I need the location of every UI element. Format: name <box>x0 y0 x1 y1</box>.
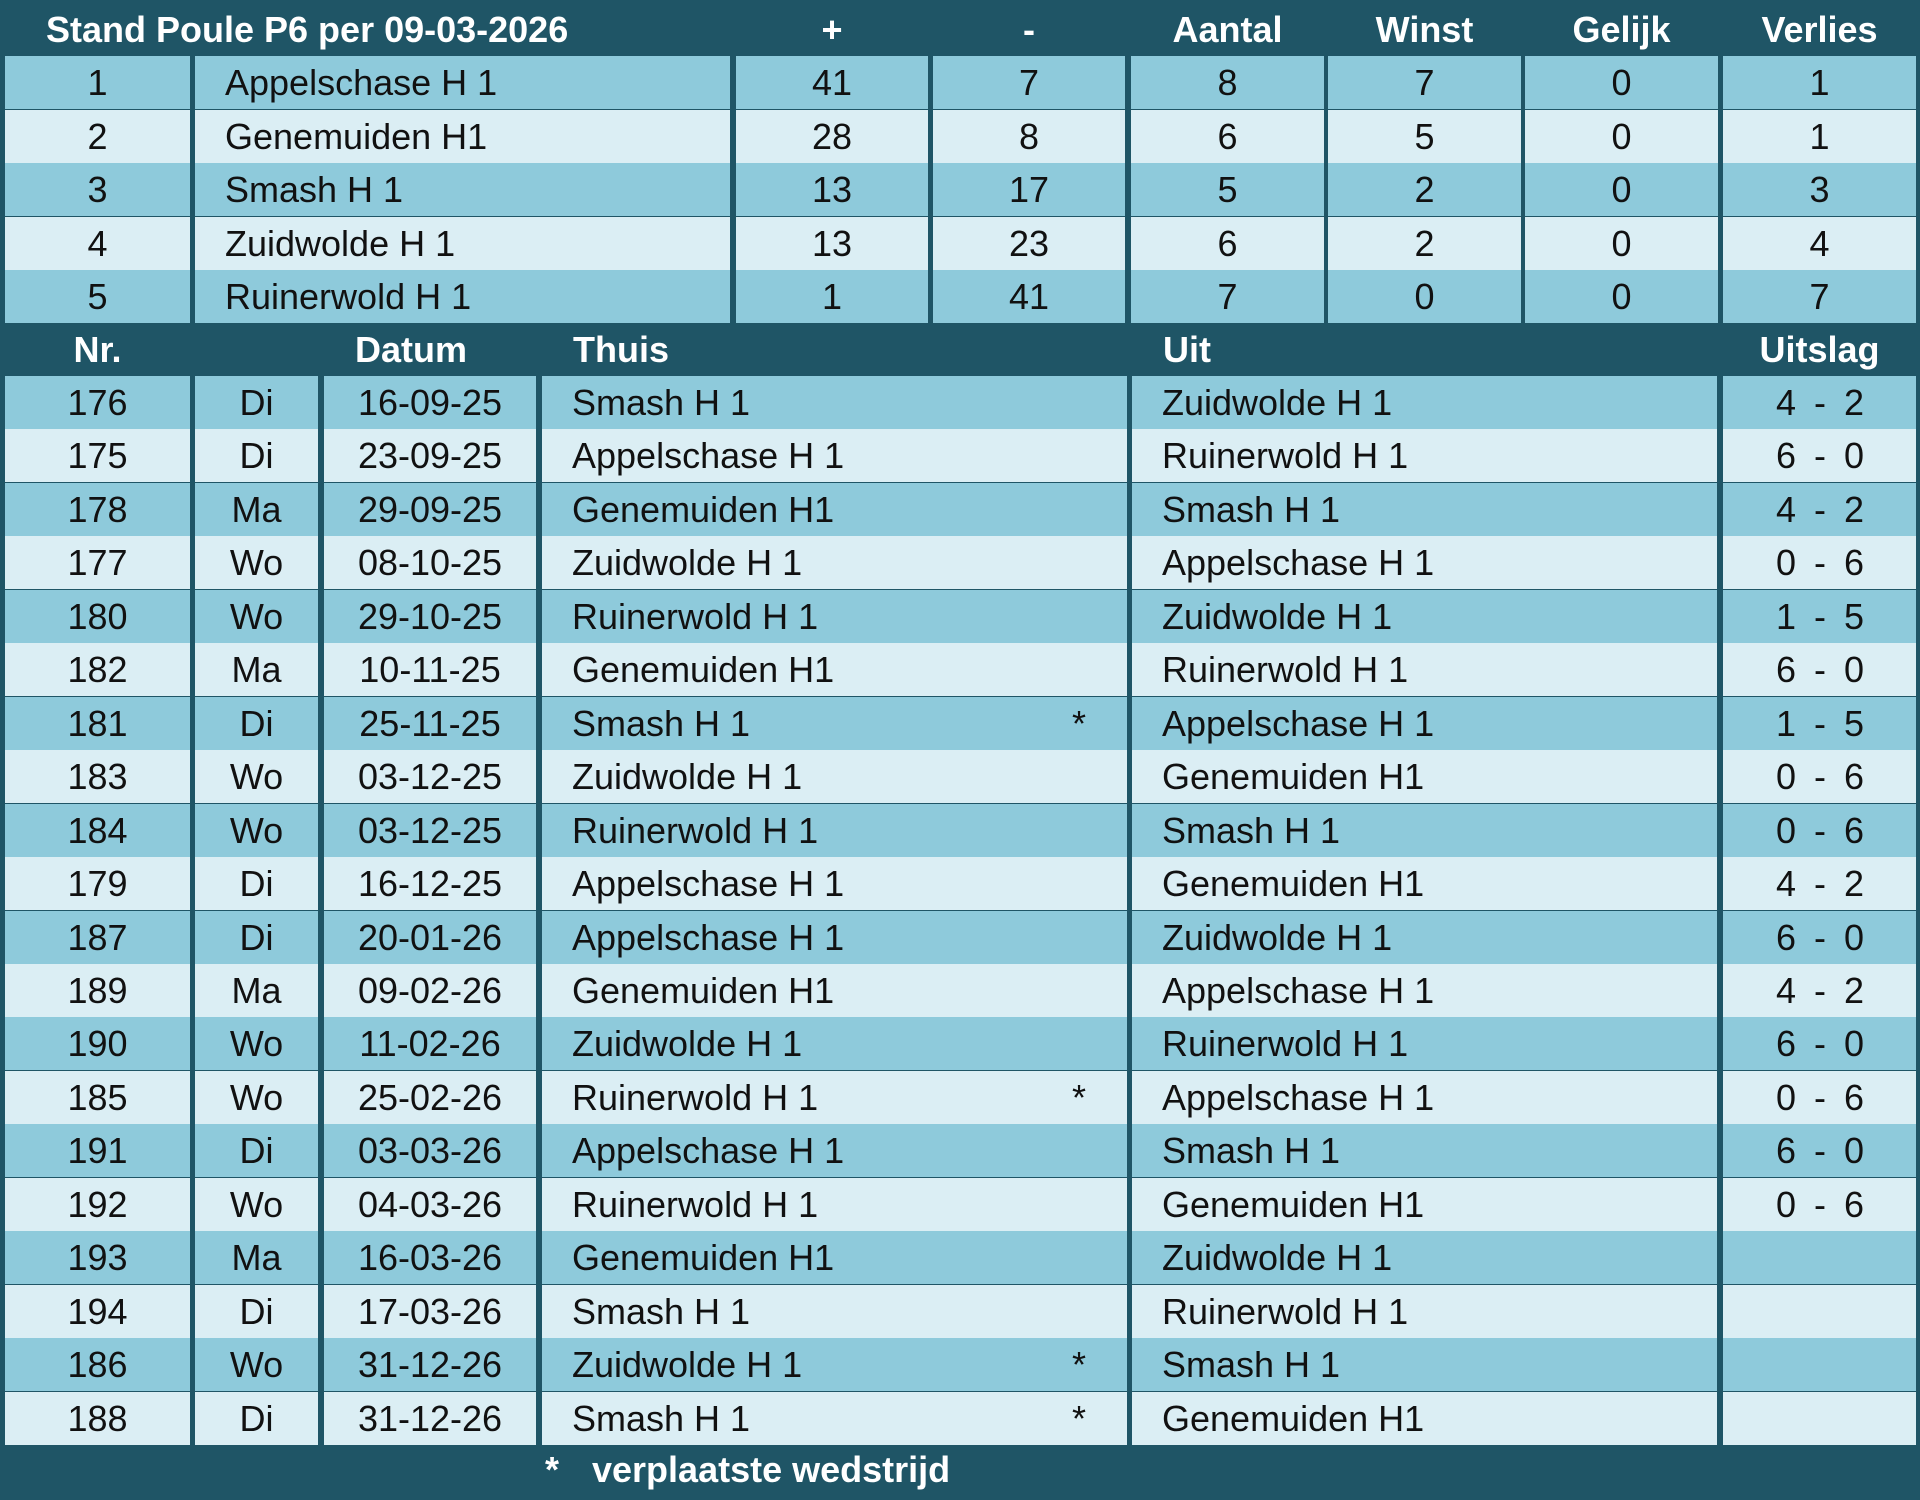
match-date: 10-11-25 <box>324 643 536 696</box>
match-home-team: Ruinerwold H 1 <box>542 1071 1127 1124</box>
score-away: 5 <box>1843 702 1865 744</box>
match-result <box>1723 857 1916 910</box>
score-away: 2 <box>1843 382 1865 423</box>
match-number: 191 <box>5 1124 190 1177</box>
standings-plus: 28 <box>736 110 928 163</box>
match-result <box>1723 376 1916 429</box>
standings-team: Genemuiden H1 <box>195 110 730 163</box>
score-separator: - <box>1814 1076 1826 1118</box>
score-separator: - <box>1814 649 1826 691</box>
standings-gelijk: 0 <box>1525 163 1718 216</box>
match-number: 177 <box>5 536 190 589</box>
match-date: 20-01-26 <box>324 911 536 964</box>
score-away: 6 <box>1843 1076 1865 1118</box>
standings-winst: 7 <box>1328 56 1521 109</box>
match-home-team: Ruinerwold H 1 <box>542 804 1127 857</box>
match-result <box>1723 1392 1916 1445</box>
score-away: 2 <box>1843 863 1865 905</box>
match-number: 186 <box>5 1338 190 1391</box>
match-day: Di <box>195 1124 318 1177</box>
matches-header-row <box>0 323 1920 376</box>
match-result <box>1723 643 1916 696</box>
match-away-team: Ruinerwold H 1 <box>1132 1285 1717 1338</box>
standings-aantal: 6 <box>1131 110 1324 163</box>
standings-verlies: 7 <box>1723 270 1916 323</box>
moved-marker: * <box>1072 1344 1087 1386</box>
match-home-team: Smash H 1 <box>542 697 1127 750</box>
match-away-team: Smash H 1 <box>1132 483 1717 536</box>
match-home-team: Genemuiden H1 <box>542 483 1127 536</box>
match-row <box>0 804 1920 857</box>
match-number: 179 <box>5 857 190 910</box>
header-verlies: Verlies <box>1761 9 1878 50</box>
standings-aantal: 5 <box>1131 163 1324 216</box>
match-day: Di <box>195 911 318 964</box>
score-away: 0 <box>1843 435 1865 477</box>
match-result <box>1723 750 1916 803</box>
standings-plus: 41 <box>736 56 928 109</box>
match-row <box>0 750 1920 803</box>
score-separator: - <box>1814 595 1826 637</box>
score-away: 5 <box>1843 595 1865 637</box>
match-home-team: Appelschase H 1 <box>542 429 1127 482</box>
standings-title: Stand Poule P6 per 09-03-2026 <box>46 9 569 50</box>
score-home: 0 <box>1775 809 1797 851</box>
match-day: Wo <box>195 590 318 643</box>
match-day: Di <box>195 376 318 429</box>
match-home-team: Zuidwolde H 1 <box>542 750 1127 803</box>
score-home: 0 <box>1775 1183 1797 1225</box>
score-away: 0 <box>1843 1130 1865 1172</box>
match-home-team: Appelschase H 1 <box>542 911 1127 964</box>
match-row <box>0 1231 1920 1284</box>
standings-verlies: 1 <box>1723 110 1916 163</box>
match-date: 29-09-25 <box>324 483 536 536</box>
match-date: 16-03-26 <box>324 1231 536 1284</box>
score-separator: - <box>1814 863 1826 905</box>
match-row <box>0 911 1920 964</box>
standings-position: 5 <box>5 270 190 323</box>
header-winst: Winst <box>1375 9 1474 50</box>
match-date: 23-09-25 <box>324 429 536 482</box>
match-result <box>1723 1017 1916 1070</box>
match-day: Di <box>195 697 318 750</box>
score-separator: - <box>1814 1183 1826 1225</box>
match-result <box>1723 1071 1916 1124</box>
match-result <box>1723 1178 1916 1231</box>
match-day: Wo <box>195 1178 318 1231</box>
header-datum: Datum <box>355 329 468 370</box>
standings-position: 3 <box>5 163 190 216</box>
standings-position: 1 <box>5 56 190 109</box>
score-home: 4 <box>1775 863 1797 905</box>
match-result <box>1723 697 1916 750</box>
match-day: Di <box>195 857 318 910</box>
match-day: Wo <box>195 1071 318 1124</box>
standings-team: Smash H 1 <box>195 163 730 216</box>
standings-winst: 2 <box>1328 163 1521 216</box>
score-away: 6 <box>1843 809 1865 851</box>
match-home-team: Appelschase H 1 <box>542 1124 1127 1177</box>
score-separator: - <box>1814 969 1826 1011</box>
score-away <box>1834 1338 1874 1391</box>
match-date: 11-02-26 <box>324 1017 536 1070</box>
score-home: 6 <box>1775 1130 1797 1172</box>
match-date: 09-02-26 <box>324 964 536 1017</box>
score-separator: - <box>1814 542 1826 584</box>
match-away-team: Ruinerwold H 1 <box>1132 643 1717 696</box>
standings-minus: 41 <box>933 270 1125 323</box>
standings-minus: 17 <box>933 163 1125 216</box>
match-date: 17-03-26 <box>324 1285 536 1338</box>
standings-plus: 13 <box>736 163 928 216</box>
standings-aantal: 6 <box>1131 217 1324 270</box>
match-row <box>0 536 1920 589</box>
standings-minus: 8 <box>933 110 1125 163</box>
match-date: 08-10-25 <box>324 536 536 589</box>
standings-verlies: 3 <box>1723 163 1916 216</box>
match-number: 178 <box>5 483 190 536</box>
score-home: 4 <box>1775 382 1797 423</box>
score-separator: - <box>1814 916 1826 958</box>
match-day: Wo <box>195 750 318 803</box>
match-row <box>0 1392 1920 1445</box>
standings-team: Appelschase H 1 <box>195 56 730 109</box>
match-away-team: Genemuiden H1 <box>1132 857 1717 910</box>
match-home-team: Zuidwolde H 1 <box>542 1338 1127 1391</box>
match-result <box>1723 1338 1916 1391</box>
footer-note: verplaatste wedstrijd <box>592 1449 951 1490</box>
match-result <box>1723 429 1916 482</box>
header-aantal: Aantal <box>1172 9 1283 50</box>
match-number: 182 <box>5 643 190 696</box>
match-away-team: Smash H 1 <box>1132 804 1717 857</box>
match-day: Di <box>195 1285 318 1338</box>
standings-aantal: 8 <box>1131 56 1324 109</box>
match-number: 181 <box>5 697 190 750</box>
match-date: 04-03-26 <box>324 1178 536 1231</box>
match-number: 187 <box>5 911 190 964</box>
match-row <box>0 1124 1920 1177</box>
match-result <box>1723 483 1916 536</box>
match-number: 185 <box>5 1071 190 1124</box>
match-day: Wo <box>195 1338 318 1391</box>
score-away: 0 <box>1843 649 1865 691</box>
standings-winst: 2 <box>1328 217 1521 270</box>
match-day: Ma <box>195 964 318 1017</box>
match-row <box>0 1017 1920 1070</box>
match-row <box>0 964 1920 1017</box>
match-away-team: Zuidwolde H 1 <box>1132 1231 1717 1284</box>
match-result <box>1723 1285 1916 1338</box>
match-away-team: Ruinerwold H 1 <box>1132 1017 1717 1070</box>
score-separator: - <box>1814 435 1826 477</box>
score-separator: - <box>1814 809 1826 851</box>
match-home-team: Ruinerwold H 1 <box>542 590 1127 643</box>
match-away-team: Genemuiden H1 <box>1132 750 1717 803</box>
match-day: Ma <box>195 643 318 696</box>
score-away <box>1834 1231 1874 1284</box>
score-away: 0 <box>1843 1023 1865 1065</box>
score-away <box>1834 1285 1874 1338</box>
score-separator: - <box>1814 488 1826 530</box>
standings-verlies: 1 <box>1723 56 1916 109</box>
match-result <box>1723 1124 1916 1177</box>
standings-header-row <box>0 3 1920 56</box>
score-separator: - <box>1814 1130 1826 1172</box>
match-number: 193 <box>5 1231 190 1284</box>
match-row <box>0 590 1920 643</box>
score-away <box>1834 1392 1874 1445</box>
match-date: 29-10-25 <box>324 590 536 643</box>
header-uitslag: Uitslag <box>1759 329 1880 370</box>
match-number: 189 <box>5 964 190 1017</box>
footer-star: * <box>545 1449 560 1490</box>
match-away-team: Smash H 1 <box>1132 1124 1717 1177</box>
match-result <box>1723 804 1916 857</box>
standings-gelijk: 0 <box>1525 270 1718 323</box>
match-number: 194 <box>5 1285 190 1338</box>
standings-winst: 5 <box>1328 110 1521 163</box>
match-number: 188 <box>5 1392 190 1445</box>
score-away: 2 <box>1843 488 1865 530</box>
match-date: 31-12-26 <box>324 1338 536 1391</box>
match-number: 175 <box>5 429 190 482</box>
score-home: 1 <box>1775 702 1797 744</box>
score-separator: - <box>1814 702 1826 744</box>
match-home-team: Genemuiden H1 <box>542 964 1127 1017</box>
header-uit: Uit <box>1163 329 1211 370</box>
match-date: 25-02-26 <box>324 1071 536 1124</box>
match-number: 180 <box>5 590 190 643</box>
match-day: Ma <box>195 1231 318 1284</box>
match-day: Di <box>195 1392 318 1445</box>
header-minus: - <box>1023 9 1035 50</box>
match-home-team: Appelschase H 1 <box>542 857 1127 910</box>
score-separator: - <box>1814 756 1826 798</box>
score-home: 0 <box>1775 542 1797 584</box>
standings-gelijk: 0 <box>1525 217 1718 270</box>
match-away-team: Appelschase H 1 <box>1132 697 1717 750</box>
header-plus: + <box>821 9 843 50</box>
score-home: 1 <box>1775 595 1797 637</box>
match-row <box>0 429 1920 482</box>
match-date: 25-11-25 <box>324 697 536 750</box>
match-date: 03-12-25 <box>324 804 536 857</box>
match-away-team: Ruinerwold H 1 <box>1132 429 1717 482</box>
standings-gelijk: 0 <box>1525 56 1718 109</box>
standings-position: 2 <box>5 110 190 163</box>
standings-row <box>0 110 1920 163</box>
match-row <box>0 1178 1920 1231</box>
match-away-team: Genemuiden H1 <box>1132 1392 1717 1445</box>
match-away-team: Genemuiden H1 <box>1132 1178 1717 1231</box>
match-away-team: Appelschase H 1 <box>1132 536 1717 589</box>
score-separator: - <box>1814 1023 1826 1065</box>
match-away-team: Appelschase H 1 <box>1132 1071 1717 1124</box>
match-row <box>0 1071 1920 1124</box>
match-day: Wo <box>195 536 318 589</box>
score-home: 4 <box>1775 969 1797 1011</box>
standings-plus: 1 <box>736 270 928 323</box>
match-row <box>0 1285 1920 1338</box>
score-separator: - <box>1814 382 1826 423</box>
standings-team: Zuidwolde H 1 <box>195 217 730 270</box>
score-home: 6 <box>1775 649 1797 691</box>
header-nr: Nr. <box>73 329 122 370</box>
moved-marker: * <box>1072 1076 1087 1118</box>
match-home-team: Ruinerwold H 1 <box>542 1178 1127 1231</box>
match-number: 192 <box>5 1178 190 1231</box>
match-home-team: Zuidwolde H 1 <box>542 536 1127 589</box>
standings-winst: 0 <box>1328 270 1521 323</box>
match-away-team: Zuidwolde H 1 <box>1132 590 1717 643</box>
standings-plus: 13 <box>736 217 928 270</box>
match-number: 184 <box>5 804 190 857</box>
score-home: 0 <box>1775 1076 1797 1118</box>
standings-gelijk: 0 <box>1525 110 1718 163</box>
match-day: Wo <box>195 1017 318 1070</box>
match-result <box>1723 590 1916 643</box>
header-gelijk: Gelijk <box>1572 9 1671 50</box>
match-number: 183 <box>5 750 190 803</box>
match-home-team: Genemuiden H1 <box>542 643 1127 696</box>
score-away: 6 <box>1843 542 1865 584</box>
match-day: Ma <box>195 483 318 536</box>
match-home-team: Zuidwolde H 1 <box>542 1017 1127 1070</box>
match-date: 03-12-25 <box>324 750 536 803</box>
match-date: 16-12-25 <box>324 857 536 910</box>
match-result <box>1723 911 1916 964</box>
match-result <box>1723 536 1916 589</box>
standings-row <box>0 56 1920 109</box>
score-home: 6 <box>1775 916 1797 958</box>
match-date: 16-09-25 <box>324 376 536 429</box>
match-row <box>0 697 1920 750</box>
score-away: 6 <box>1843 1183 1865 1225</box>
standings-position: 4 <box>5 217 190 270</box>
score-home: 0 <box>1775 756 1797 798</box>
score-home: 6 <box>1775 1023 1797 1065</box>
match-date: 31-12-26 <box>324 1392 536 1445</box>
standings-row <box>0 163 1920 216</box>
match-home-team: Smash H 1 <box>542 1392 1127 1445</box>
score-away: 2 <box>1843 969 1865 1011</box>
standings-aantal: 7 <box>1131 270 1324 323</box>
match-row <box>0 857 1920 910</box>
score-away: 0 <box>1843 916 1865 958</box>
match-day: Di <box>195 429 318 482</box>
match-home-team: Genemuiden H1 <box>542 1231 1127 1284</box>
header-thuis: Thuis <box>573 329 669 370</box>
score-home: 6 <box>1775 435 1797 477</box>
match-home-team: Smash H 1 <box>542 376 1127 429</box>
match-row <box>0 376 1920 429</box>
standings-row <box>0 270 1920 323</box>
score-home: 4 <box>1775 488 1797 530</box>
match-home-team: Smash H 1 <box>542 1285 1127 1338</box>
match-number: 176 <box>5 376 190 429</box>
moved-marker: * <box>1072 1397 1087 1439</box>
match-away-team: Zuidwolde H 1 <box>1132 376 1717 429</box>
standings-team: Ruinerwold H 1 <box>195 270 730 323</box>
match-result <box>1723 1231 1916 1284</box>
standings-verlies: 4 <box>1723 217 1916 270</box>
standings-row <box>0 217 1920 270</box>
match-row <box>0 483 1920 536</box>
match-away-team: Appelschase H 1 <box>1132 964 1717 1017</box>
score-away: 6 <box>1843 756 1865 798</box>
match-row <box>0 1338 1920 1391</box>
footer-note-row <box>0 1443 1920 1496</box>
match-date: 03-03-26 <box>324 1124 536 1177</box>
match-number: 190 <box>5 1017 190 1070</box>
standings-minus: 7 <box>933 56 1125 109</box>
match-away-team: Zuidwolde H 1 <box>1132 911 1717 964</box>
match-result <box>1723 964 1916 1017</box>
match-day: Wo <box>195 804 318 857</box>
match-row <box>0 643 1920 696</box>
moved-marker: * <box>1072 702 1087 744</box>
match-away-team: Smash H 1 <box>1132 1338 1717 1391</box>
standings-minus: 23 <box>933 217 1125 270</box>
